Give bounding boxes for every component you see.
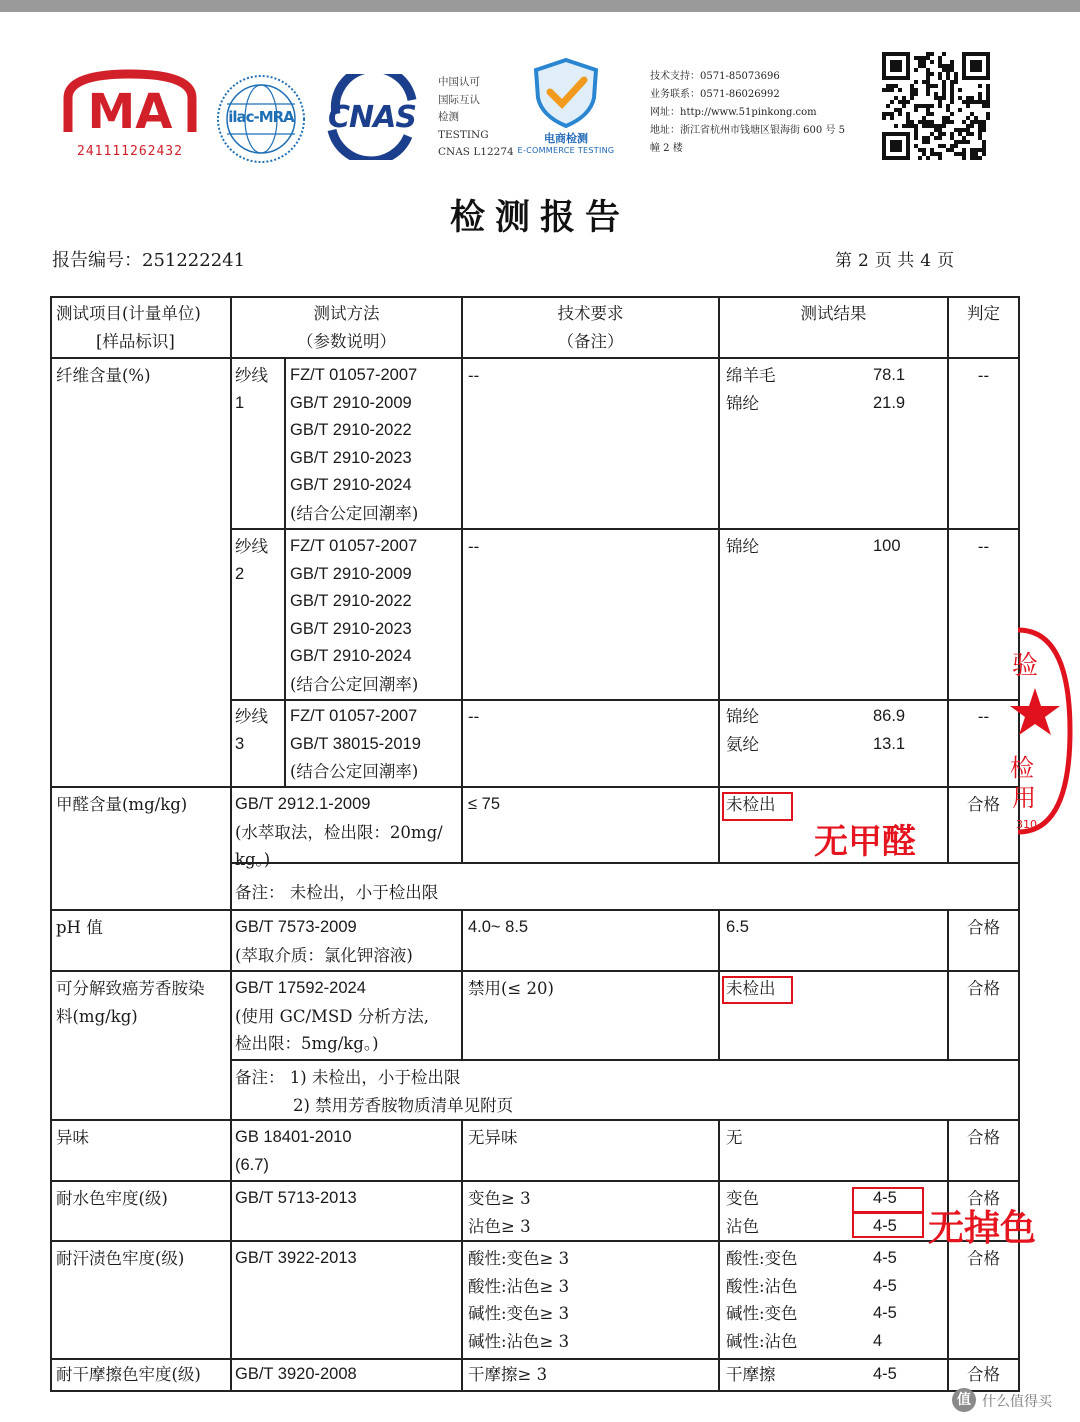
sweat-item: 耐汗渍色牢度(级) [56,1249,185,1268]
odor-methods: GB 18401-2010 (6.7) [235,1128,352,1174]
cma-logo [62,68,198,164]
yarn2-result-value: 100 [873,537,901,555]
svg-text:用: 用 [1012,784,1036,812]
yarn1-result-name: 绵羊毛 锦纶 [726,366,776,413]
contact-info: 技术支持：0571-85073696 业务联系：0571-86026992 网址：http://www.51pinkong.com 地址：浙江省杭州市钱塘区银海街 600 号 5 幢 2 楼 [650,71,845,154]
ecommerce-testing-logo: 电商检测 E-COMMERCE TESTING [514,56,618,160]
yarn2-label: 纱线 2 [235,537,268,583]
ph-result: 6.5 [726,918,749,936]
yarn3-verdict: -- [977,707,990,726]
odor-verdict: 合格 [967,1128,1000,1147]
azo-item: 可分解致癌芳香胺染 料(mg/kg) [56,979,205,1026]
yarn1-label: 纱线 1 [235,366,268,412]
sweat-method: GB/T 3922-2013 [235,1249,357,1267]
azo-notes: 备注： 1) 未检出，小于检出限 2) 禁用芳香胺物质清单见附页 [235,1068,514,1115]
yarn1-requirement: -- [468,366,480,385]
water-requirement: 变色≥ 3 沾色≥ 3 [468,1189,531,1236]
water-result-name: 变色 沾色 [726,1189,759,1236]
svg-text:检: 检 [1010,754,1034,782]
header-verdict: 判定 [967,304,1000,323]
yarn2-verdict: -- [977,537,990,556]
stamp-star-icon [1010,626,1080,836]
formaldehyde-result: 未检出 [726,795,776,814]
qr-code-icon [882,52,990,160]
cma-mark-icon [62,68,198,144]
yarn3-result-value: 86.9 13.1 [873,707,906,753]
ilac-mra-logo: ilac-MRA [216,74,306,164]
inspection-stamp [1010,626,1080,836]
header-requirement: 技术要求 （备注） [557,304,624,351]
highlight-azo-result [722,976,793,1004]
page-indicator: 第 2 页 共 4 页 [835,251,955,271]
yarn1-verdict: -- [977,366,990,385]
yarn2-methods: FZ/T 01057-2007 GB/T 2910-2009 GB/T 2910-2022 GB/T 2910-2023 GB/T 2910-2024 (结合公定回潮率) [290,537,419,694]
sweat-verdict: 合格 [967,1249,1000,1268]
site-watermark: 值 什么值得买 [952,1386,1080,1416]
water-result-value: 4-5 4-5 [873,1189,897,1235]
azo-result: 未检出 [726,979,776,998]
svg-text:310: 310 [1016,818,1037,831]
page-title: 检测报告 [449,197,630,238]
rub-result-value: 4-5 [873,1365,897,1383]
svg-text:验: 验 [1012,651,1039,681]
formaldehyde-requirement: ≤ 75 [468,795,500,813]
water-verdict: 合格 [967,1189,1000,1208]
sweat-result-value: 4-5 4-5 4-5 4 [873,1249,897,1350]
sweat-requirement: 酸性:变色≥ 3 酸性:沾色≥ 3 碱性:变色≥ 3 碱性:沾色≥ 3 [468,1249,570,1351]
formaldehyde-verdict: 合格 [967,795,1000,814]
yarn1-result-value: 78.1 21.9 [873,366,906,412]
highlight-water-change [852,1187,924,1213]
cnas-logo: CNAS [316,74,428,160]
yarn3-label: 纱线 3 [235,707,268,753]
yarn2-requirement: -- [468,537,480,556]
top-bar [0,0,1080,12]
formaldehyde-note: 备注： 未检出，小于检出限 [235,883,439,902]
header-item: 测试项目(计量单位) [样品标识] [56,304,201,351]
rub-result-name: 干摩擦 [726,1365,776,1384]
header-method: 测试方法 （参数说明） [297,304,396,351]
sweat-result-name: 酸性:变色 酸性:沾色 碱性:变色 碱性:沾色 [726,1249,798,1351]
yarn1-methods: FZ/T 01057-2007 GB/T 2910-2009 GB/T 2910-2022 GB/T 2910-2023 GB/T 2910-2024 (结合公定回潮率) [290,366,419,523]
odor-result: 无 [726,1128,743,1147]
header-result: 测试结果 [800,304,867,323]
azo-requirement: 禁用(≤ 20) [468,979,554,998]
odor-requirement: 无异味 [468,1128,518,1147]
rub-verdict: 合格 [967,1365,1000,1384]
fiber-item: 纤维含量(%) [56,366,151,385]
water-method: GB/T 5713-2013 [235,1189,357,1207]
ph-item: pH 值 [56,918,103,937]
rub-requirement: 干摩擦≥ 3 [468,1365,548,1384]
yarn3-result-name: 锦纶 氨纶 [726,707,759,754]
ph-verdict: 合格 [967,918,1000,937]
azo-methods: GB/T 17592-2024 (使用 GC/MSD 分析方法, 检出限：5mg/kg。) [235,979,429,1053]
water-item: 耐水色牢度(级) [56,1189,168,1208]
azo-verdict: 合格 [967,979,1000,998]
yarn3-methods: FZ/T 01057-2007 GB/T 38015-2019 (结合公定回潮率) [290,707,421,781]
yarn2-result-name: 锦纶 [726,537,759,556]
highlight-water-stain [852,1212,924,1238]
formaldehyde-item: 甲醛含量(mg/kg) [56,795,188,814]
cma-number: 241111262432 [77,144,183,159]
formaldehyde-methods: GB/T 2912.1-2009 (水萃取法，检出限：20mg/ kg。) [235,795,443,869]
annotation-no-fading: 无掉色 [928,1208,1037,1249]
rub-item: 耐干摩擦色牢度(级) [56,1365,201,1384]
shield-check-icon [514,56,618,128]
watermark-logo-icon: 值 [952,1388,976,1412]
annotation-no-formaldehyde: 无甲醛 [814,822,916,862]
yarn3-requirement: -- [468,707,480,726]
ph-methods: GB/T 7573-2009 (萃取介质：氯化钾溶液) [235,918,413,965]
odor-item: 异味 [56,1128,89,1147]
rub-method: GB/T 3920-2008 [235,1365,357,1383]
ph-requirement: 4.0~ 8.5 [468,918,529,936]
report-number: 报告编号：251222241 [52,250,246,271]
svg-text:MA: MA [87,84,173,140]
accreditation-text: 中国认可 国际互认 检测 TESTING CNAS L12274 [438,76,514,158]
highlight-formaldehyde-result [722,792,793,821]
